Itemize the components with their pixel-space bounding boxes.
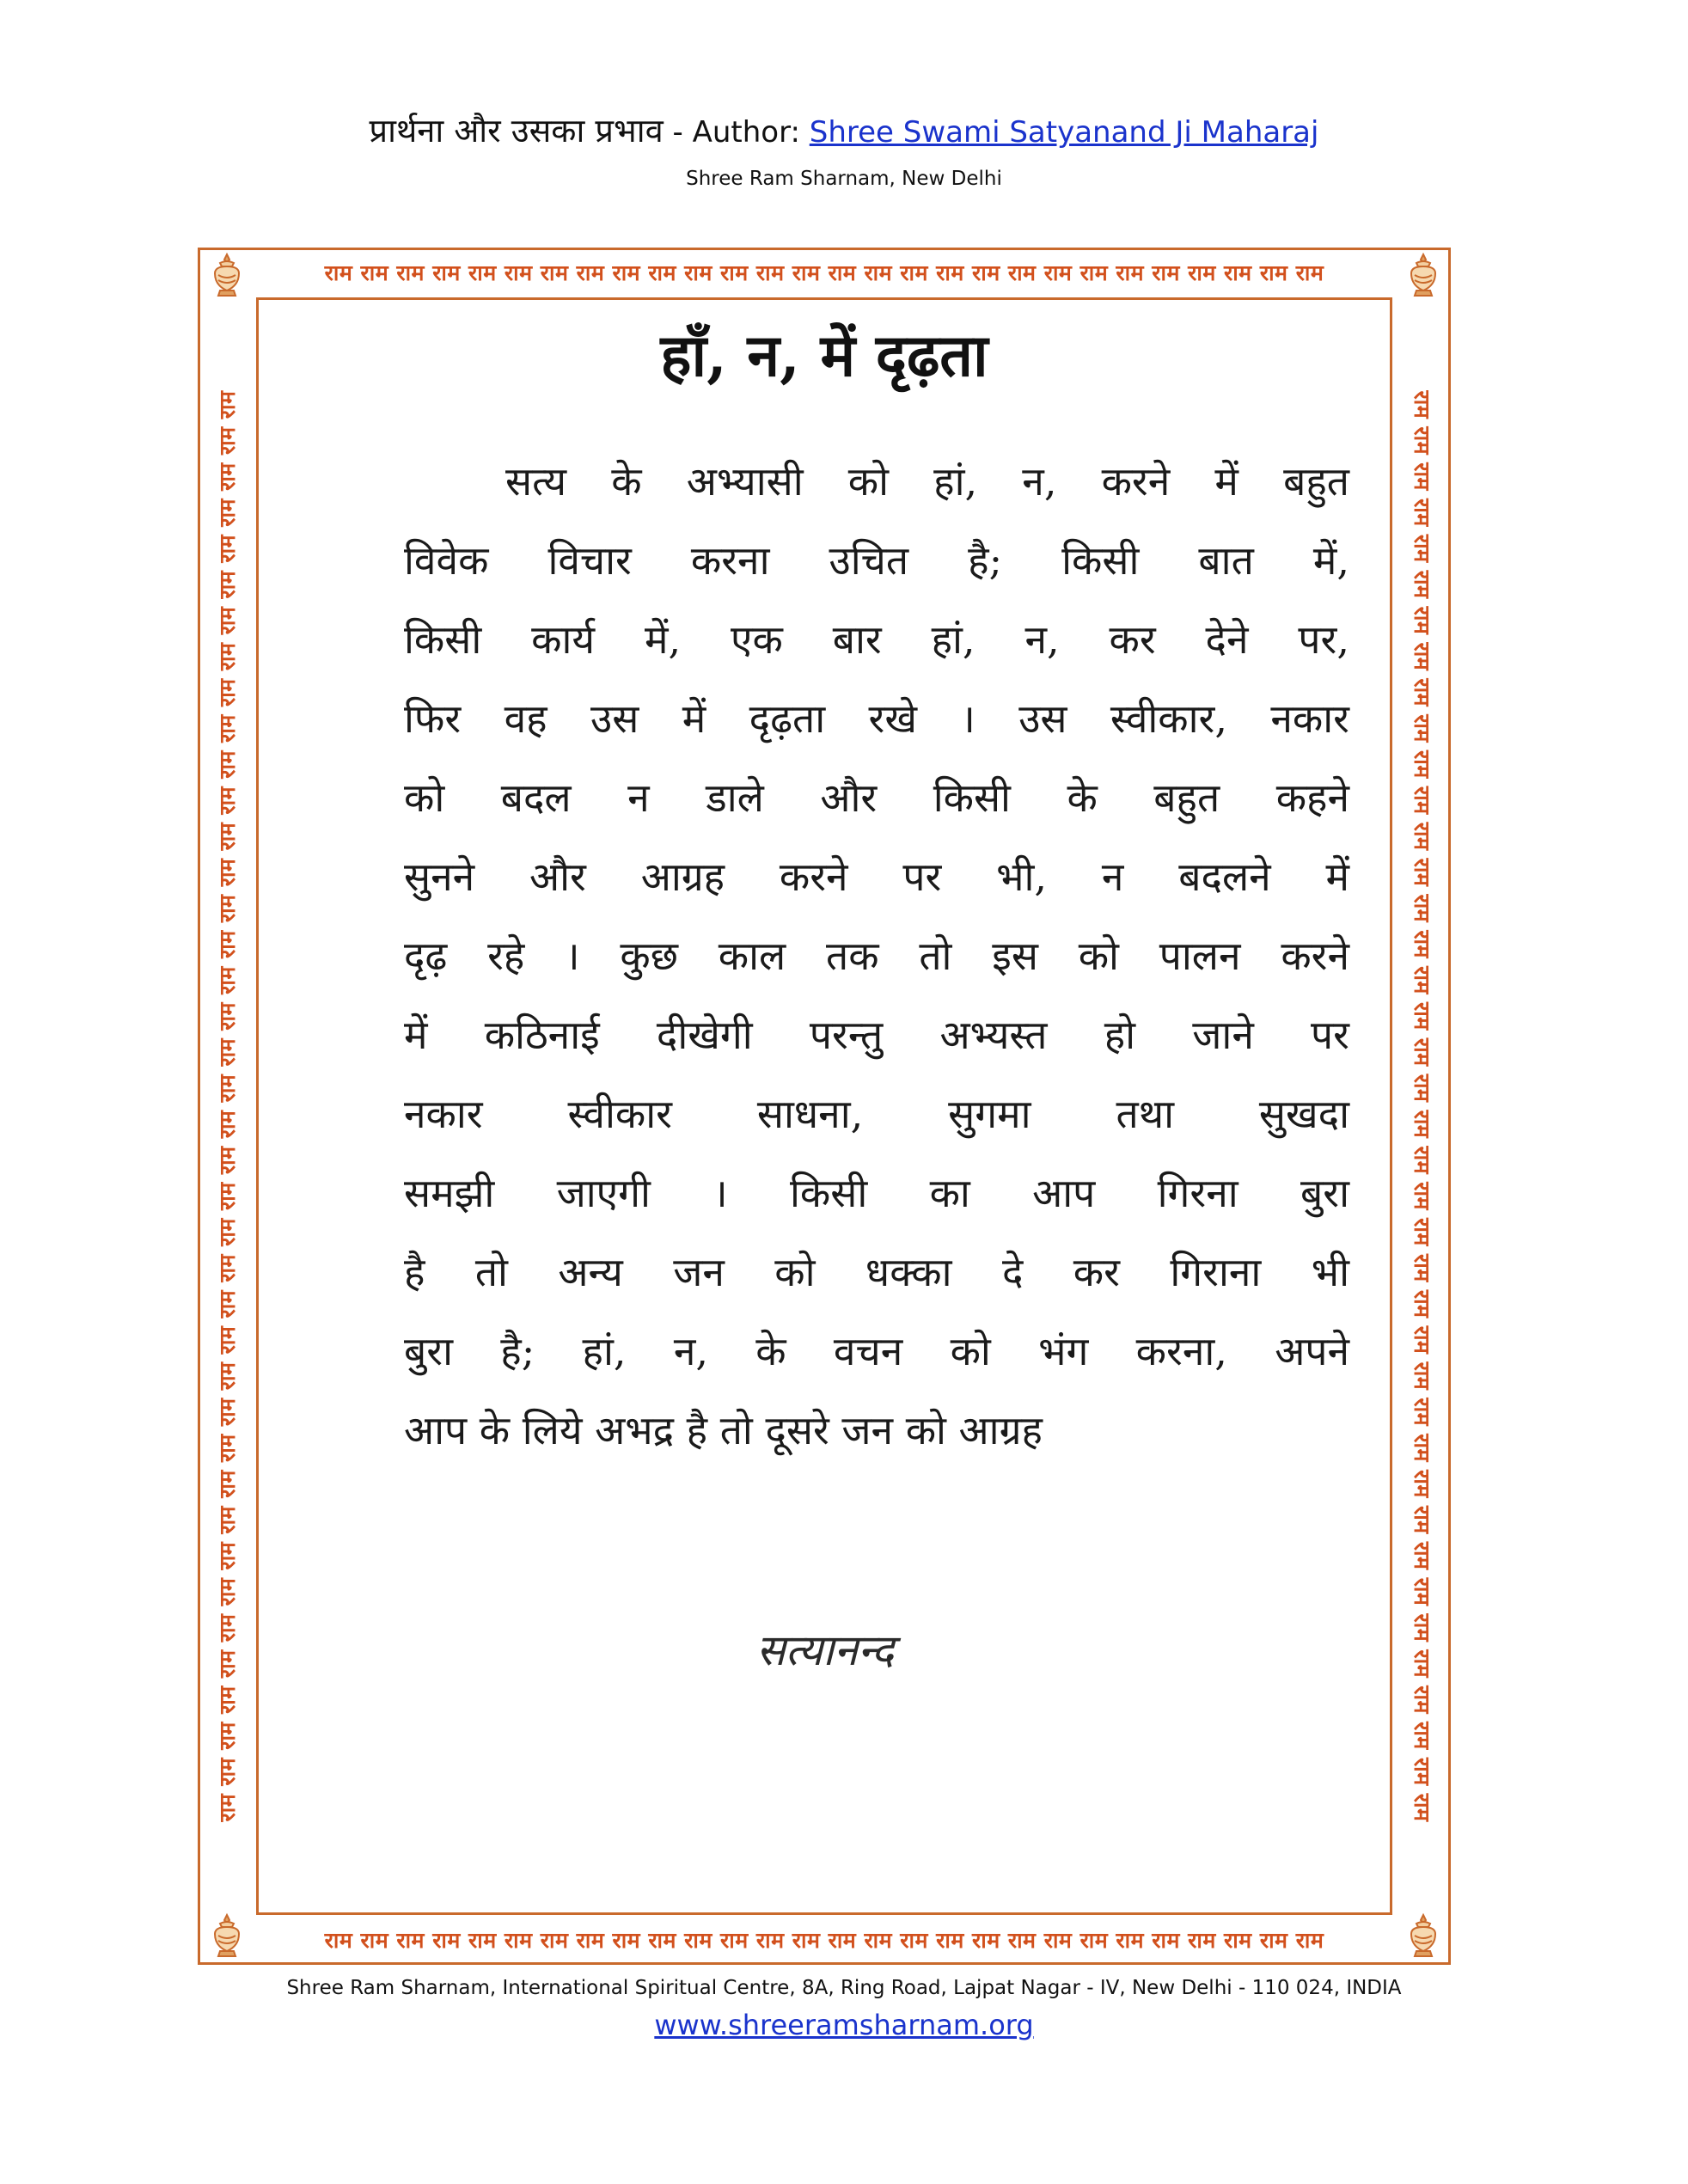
- footer-address: Shree Ram Sharnam, International Spiritual Centre, 8A, Ring Road, Lajpat Nagar - IV, New Delhi - 110 024, INDIA: [286, 1977, 1402, 1999]
- kalash-icon: [203, 1912, 251, 1960]
- book-title: प्रार्थना और उसका प्रभाव: [369, 112, 664, 150]
- kalash-icon: [1399, 251, 1447, 299]
- text-line: विवेक विचार करना उचित है; किसी बात में,: [404, 537, 1349, 584]
- text-line: नकार स्वीकार साधना, सुगमा तथा सुखदा: [404, 1091, 1349, 1137]
- text-line: फिर वह उस में दृढ़ता रखे । उस स्वीकार, नकार: [404, 695, 1349, 742]
- text-line: समझी जाएगी । किसी का आप गिरना बुरा: [404, 1170, 1349, 1216]
- header-subtitle: Shree Ram Sharnam, New Delhi: [686, 168, 1002, 190]
- page-header-title: [0, 110, 1688, 153]
- kalash-icon: [203, 251, 251, 299]
- website-link[interactable]: www.shreeramsharnam.org: [654, 2009, 1034, 2041]
- page-title: हाँ, न, में दृढ़ता: [660, 321, 988, 390]
- kalash-icon: [1399, 1912, 1447, 1960]
- text-line: है तो अन्य जन को धक्का दे कर गिराना भी: [404, 1249, 1349, 1295]
- text-line: बुरा है; हां, न, के वचन को भंग करना, अपने: [404, 1328, 1349, 1374]
- text-line: दृढ़ रहे । कुछ काल तक तो इस को पालन करने: [404, 933, 1349, 979]
- author-prefix: - Author:: [663, 115, 810, 150]
- text-line: में कठिनाई दीखेगी परन्तु अभ्यस्त हो जाने पर: [404, 1012, 1349, 1058]
- ram-border-left: राम राम राम राम राम राम राम राम राम राम राम राम राम राम राम राम राम राम राम राम राम राम राम राम राम राम राम राम राम राम राम राम राम राम राम राम राम राम राम राम: [215, 390, 240, 1822]
- ram-border-top: राम राम राम राम राम राम राम राम राम राम राम राम राम राम राम राम राम राम राम राम राम राम राम राम राम राम राम राम: [324, 260, 1324, 285]
- text-line: सुनने और आग्रह करने पर भी, न बदलने में: [404, 853, 1349, 900]
- signature: सत्यानन्द: [756, 1625, 894, 1675]
- text-line: सत्य के अभ्यासी को हां, न, करने में बहुत: [505, 458, 1349, 505]
- body-text: [404, 442, 1349, 1470]
- text-line: को बदल न डाले और किसी के बहुत कहने: [404, 774, 1349, 821]
- ram-border-bottom: राम राम राम राम राम राम राम राम राम राम राम राम राम राम राम राम राम राम राम राम राम राम राम राम राम राम राम राम: [324, 1928, 1324, 1953]
- ram-border-right: राम राम राम राम राम राम राम राम राम राम राम राम राम राम राम राम राम राम राम राम राम राम राम राम राम राम राम राम राम राम राम राम राम राम राम राम राम राम राम राम: [1410, 390, 1434, 1822]
- author-link[interactable]: Shree Swami Satyanand Ji Maharaj: [809, 115, 1319, 150]
- text-line: आप के लिये अभद्र है तो दूसरे जन को आग्रह: [404, 1407, 1043, 1453]
- text-line: किसी कार्य में, एक बार हां, न, कर देने पर,: [404, 616, 1349, 663]
